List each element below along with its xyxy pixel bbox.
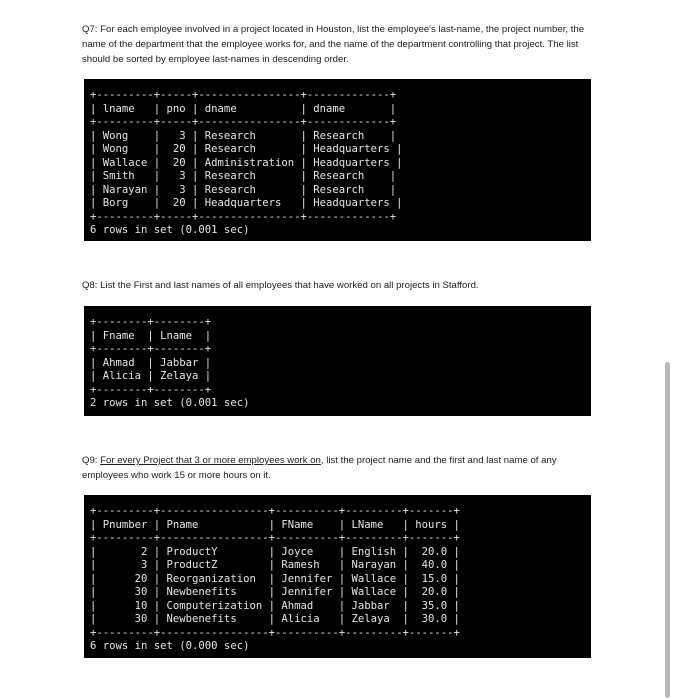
q9-question [82, 453, 594, 483]
page-scrollbar[interactable] [665, 362, 670, 698]
q7-result-table: +---------+-----+----------------+-------------+ | lname | pno | dname | dname | +---------+-----+----------------+-------------+ | Wong | 3 | Research | Research | | Wong | 20 | Research | Headquarters | | Wallace | 20 | Administration | Headquarters | | Smith | 3 | Research | Research | | Narayan | 3 | Research | Research | | Borg | 20 | Headquarters | Headquarters | +---------+-----+----------------+-------------+ 6 rows in set (0.001 sec) [90, 89, 403, 236]
q8-question: Q8: List the First and last names of all employees that have worked on all projects in Stafford. [82, 280, 479, 291]
q7-question: Q7: For each employee involved in a project located in Houston, list the employee's last-name, the project number, the name of the department that the employee works for, and the name of the department controlling that project. The list should be sorted by employee last-names in descending order. [82, 24, 585, 65]
q8-terminal-output [84, 306, 591, 416]
q8-result-table: +--------+--------+ | Fname | Lname | +--------+--------+ | Ahmad | Jabbar | | Alicia | Zelaya | +--------+--------+ 2 rows in set (0.001 sec) [90, 316, 250, 409]
q9-result-table: +---------+-----------------+----------+---------+-------+ | Pnumber | Pname | FName | LName | hours | +---------+-----------------+----------+---------+-------+ | 2 | ProductY | Joyce | English | 20.0 | | 3 | ProductZ | Ramesh | Narayan | 40.0 | | 20 | Reorganization | Jennifer | Wallace | 15.0 | | 30 | Newbenefits | Jennifer | Wallace | 20.0 | | 10 | Computerization | Ahmad | Jabbar | 35.0 | | 30 | Newbenefits | Alicia | Zelaya | 30.0 | +---------+-----------------+----------+---------+-------+ 6 rows in set (0.000 sec) [90, 505, 460, 652]
q9-rest-text: , list the project name and the first and last name of any employees who work 15 or more hours on it. [82, 455, 557, 481]
q9-terminal-output [84, 495, 591, 658]
q9-underlined-text: For every Project that 3 or more employees work on [100, 455, 321, 466]
q7-terminal-output [84, 79, 591, 241]
q9-label: Q9: [82, 455, 101, 466]
